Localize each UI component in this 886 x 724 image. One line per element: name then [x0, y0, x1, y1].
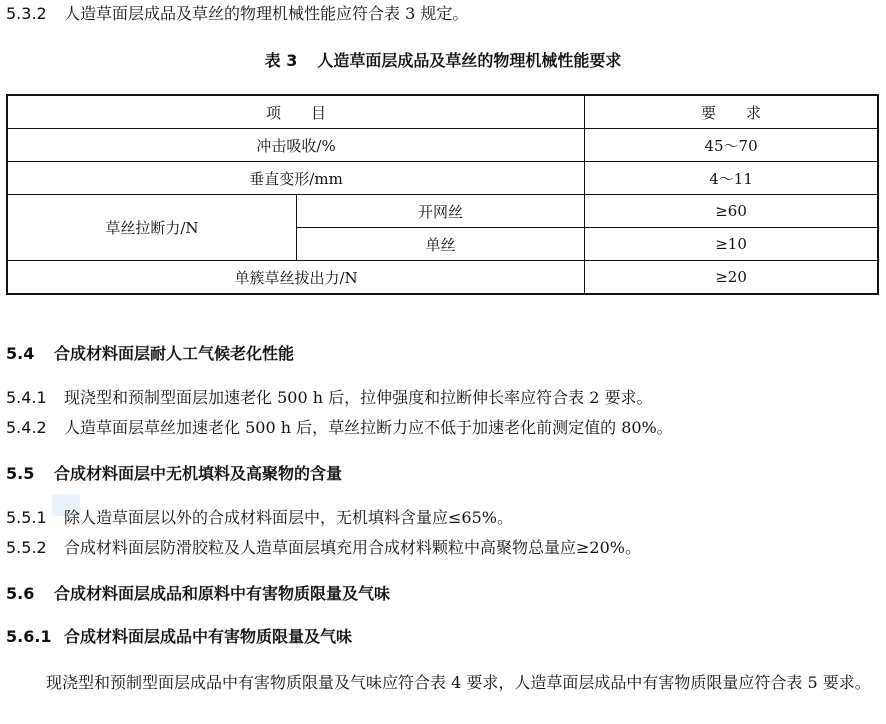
clause-number: 5.4.1 [6, 388, 47, 407]
heading-5-5 [6, 464, 342, 484]
clause-number: 5.5.2 [6, 538, 47, 557]
clause-number: 5.4.2 [6, 418, 47, 437]
clause-5-4-1 [6, 388, 652, 408]
table-row [7, 195, 878, 228]
table-row [7, 261, 878, 295]
table-row [7, 129, 878, 162]
heading-number: 5.6.1 [6, 627, 52, 646]
row-shock-item: 冲击吸收/% [7, 129, 585, 162]
table-caption [0, 48, 886, 71]
clause-number: 5.3.2 [6, 4, 47, 23]
heading-5-6-1 [6, 627, 352, 647]
row-tensile-item: 草丝拉断力/N [7, 195, 296, 261]
table-row [7, 162, 878, 195]
heading-title: 合成材料面层成品中有害物质限量及气味 [64, 627, 353, 646]
row-tensile-sub1-req: ≥60 [585, 195, 878, 228]
table-header-row [7, 95, 878, 129]
header-item: 项 目 [7, 95, 585, 129]
table-label: 表 3 [264, 51, 298, 70]
clause-5-4-2 [6, 418, 673, 438]
heading-number: 5.5 [6, 464, 35, 483]
heading-title: 合成材料面层耐人工气候老化性能 [54, 344, 295, 363]
clause-5-3-2 [6, 4, 468, 24]
clause-text: 合成材料面层防滑胶粒及人造草面层填充用合成材料颗粒中高聚物总量应≥20%。 [64, 538, 641, 557]
heading-title: 合成材料面层中无机填料及高聚物的含量 [54, 464, 343, 483]
paragraph-text: 现浇型和预制型面层成品中有害物质限量及气味应符合表 4 要求，人造草面层成品中有害物质限量应符合表 5 要求。 [46, 673, 871, 692]
heading-title: 合成材料面层成品和原料中有害物质限量及气味 [54, 584, 391, 603]
clause-5-5-1 [6, 508, 513, 528]
row-tensile-sub2-req: ≥10 [585, 228, 878, 261]
table-3 [6, 94, 879, 295]
row-pullout-req: ≥20 [585, 261, 878, 295]
clause-text: 人造草面层草丝加速老化 500 h 后，草丝拉断力应不低于加速老化前测定值的 80%。 [64, 418, 673, 437]
clause-5-5-2 [6, 538, 641, 558]
clause-text: 人造草面层成品及草丝的物理机械性能应符合表 3 规定。 [64, 4, 469, 23]
row-tensile-sub1: 开网丝 [296, 195, 584, 228]
heading-number: 5.6 [6, 584, 35, 603]
row-shock-req: 45～70 [585, 129, 878, 162]
clause-text: 现浇型和预制型面层加速老化 500 h 后，拉伸强度和拉断伸长率应符合表 2 要求。 [64, 388, 653, 407]
heading-5-4 [6, 344, 294, 364]
row-tensile-sub2: 单丝 [296, 228, 584, 261]
clause-text: 除人造草面层以外的合成材料面层中，无机填料含量应≤65%。 [64, 508, 513, 527]
table-title: 人造草面层成品及草丝的物理机械性能要求 [317, 51, 622, 70]
row-deform-req: 4～11 [585, 162, 878, 195]
heading-number: 5.4 [6, 344, 35, 363]
row-deform-item: 垂直变形/mm [7, 162, 585, 195]
row-pullout-item: 单簇草丝拔出力/N [7, 261, 585, 295]
body-paragraph [6, 670, 880, 696]
heading-5-6 [6, 584, 390, 604]
header-requirement: 要 求 [585, 95, 878, 129]
clause-number: 5.5.1 [6, 508, 47, 527]
